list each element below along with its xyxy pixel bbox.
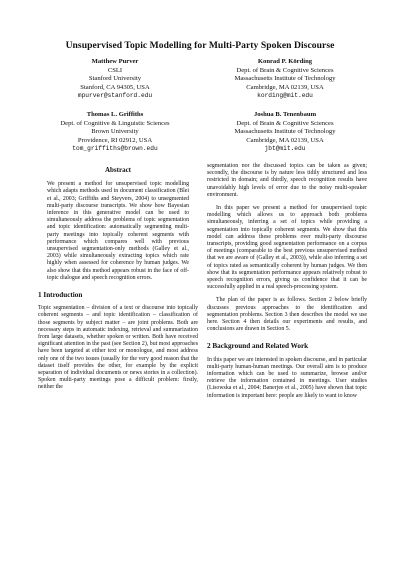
paper-title: Unsupervised Topic Modelling for Multi-Party Spoken Discourse	[65, 40, 335, 51]
author-email: kording@mit.edu	[257, 92, 313, 99]
author-affiliation: Dept. of Brain & Cognitive Sciences	[236, 119, 334, 127]
author-affiliation: Dept. of Cognitive & Linguistic Sciences	[60, 119, 170, 127]
author-kording	[200, 58, 370, 101]
author-address: Cambridge, MA 02139, USA	[246, 136, 324, 144]
author-affiliation: Dept. of Brain & Cognitive Sciences	[236, 66, 334, 74]
author-name: Matthew Purver	[91, 58, 139, 65]
author-name: Thomas L. Griffiths	[86, 111, 144, 118]
author-block	[0, 58, 400, 168]
author-affiliation: Massachusetts Institute of Technology	[234, 128, 336, 135]
introduction-paragraph: Topic segmentation – division of a text or discourse into topically coherent segments – and topic identification – classification of those segments by subject matter – are joint problems. Both are necessary steps in automatic indexing, retrieval and summarization from large datasets, whether spoken or written. Both have received significant attention in the past (see Section 2), but most approaches have been targeted at either text or monologue, and most address only one of the two issues (usually for the very good reason that the dataset itself provides the other, for example by the explicit separation of individual documents or news stories in a collection). Spoken multi-party meetings pose a difficult problem: firstly, neither the	[38, 305, 198, 391]
author-affiliation: Brown University	[91, 128, 139, 135]
author-griffiths	[30, 111, 200, 154]
author-name: Konrad P. Körding	[257, 58, 313, 65]
author-email: tom_griffiths@brown.edu	[72, 145, 158, 152]
author-address: Providence, RI 02912, USA	[77, 136, 153, 144]
author-affiliation: CSLI	[107, 66, 123, 74]
author-affiliation: Stanford University	[88, 75, 142, 82]
author-email: mpurver@stanford.edu	[77, 92, 153, 99]
body-paragraph: segmentation nor the discussed topics can be taken as given; secondly, the discourse is by nature less tidily structured and less restricted in domain; and thirdly, speech recognition results have unavoidably high levels of error due to the noisy multi-speaker environment.	[207, 163, 367, 198]
abstract-heading: Abstract	[104, 166, 132, 174]
body-paragraph: In this paper we are interested in spoken discourse, and in particular multi-party human-human meetings. Our overall aim is to produce information which can be used to summarize, browse and/or retrieve the information contained in meetings. User studies (Lisowska et al., 2004; Banerjee et al., 2005) have shown that topic information is important here: people are likely to want to know	[207, 356, 367, 399]
author-address: Cambridge, MA 02139, USA	[246, 83, 324, 91]
body-paragraph: The plan of the paper is as follows. Section 2 below briefly discusses previous approaches to the identification and segmentation problems. Section 3 then describes the model we use here. Section 4 then details our experiments and results, and conclusions are drawn in Section 5.	[207, 297, 367, 333]
section-heading-background: 2 Background and Related Work	[207, 342, 309, 351]
author-tenenbaum	[200, 111, 370, 154]
author-address: Stanford, CA 94305, USA	[80, 83, 150, 91]
author-affiliation: Massachusetts Institute of Technology	[234, 75, 336, 82]
body-paragraph: In this paper we present a method for unsupervised topic modelling which allows us to approach both problems simultaneously, inferring a set of topics while providing a segmentation into topically coherent segments. We show that this model can address these problems over multi-party discourse transcripts, providing good segmentation performance on a corpus of meetings (comparable to the best previous unsupervised method that we are aware of (Galley et al., 2003)), while also inferring a set of topics rated as semantically coherent by human judges. We then show that its segmentation performance appears relatively robust to speech recognition errors, giving us confidence that it can be successfully applied in a real speech-processing system.	[207, 205, 367, 291]
abstract-text: We present a method for unsupervised topic modelling which adapts methods used in document classification (Blei et al., 2003; Griffiths and Steyvers, 2004) to unsegmented multi-party discourse transcripts. We show how Bayesian inference in this generative model can be used to simultaneously address the problems of topic segmentation and topic identification: automatically segmenting multi-party meetings into topically coherent segments with performance which compares well with previous unsupervised segmentation-only methods (Galley et al., 2003) while simultaneously extracting topics which rate highly when assessed for coherence by human judges. We also show that this method appears robust in the face of off-topic dialogue and speech recognition errors.	[47, 181, 189, 281]
author-email: jbt@mit.edu	[264, 145, 306, 152]
author-purver	[30, 58, 200, 101]
author-name: Joshua B. Tenenbaum	[253, 111, 317, 118]
left-column	[38, 163, 198, 392]
right-column	[207, 163, 367, 400]
section-heading-introduction: 1 Introduction	[38, 291, 83, 300]
